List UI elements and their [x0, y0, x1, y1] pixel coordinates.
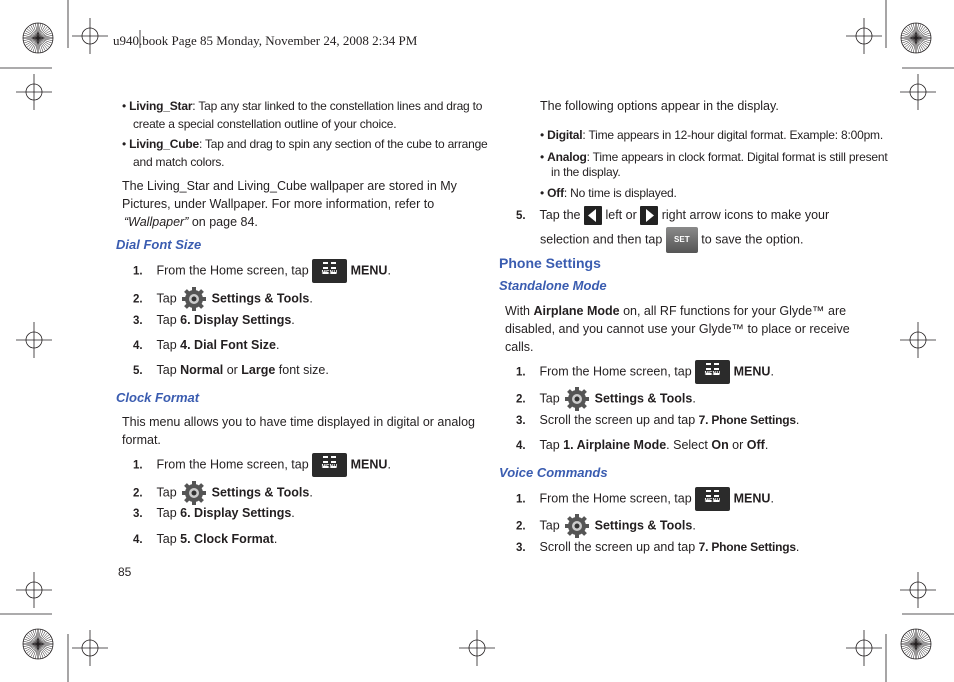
clock-step-2: 2. Tap Settings & Tools. [133, 479, 313, 507]
heading-dial-font-size: Dial Font Size [116, 237, 202, 252]
heading-clock-format: Clock Format [116, 390, 200, 405]
option-digital: • Digital: Time appears in 12-hour digital format. Example: 8:00pm. [540, 128, 883, 142]
clock-para-line2: format. [122, 433, 161, 447]
clock-para-line1: This menu allows you to have time displayed in digital or analog [122, 415, 475, 429]
option-off: • Off: No time is displayed. [540, 186, 677, 200]
bullet-living-cube: • Living_Cube: Tap and drag to spin any section of the cube to arrange [122, 137, 488, 151]
dial-step-4: 4. Tap 4. Dial Font Size. [133, 338, 280, 352]
gear-icon [180, 479, 208, 507]
clock-step-1: 1. From the Home screen, tap MENU MENU. [133, 453, 391, 477]
standalone-step-3: 3. Scroll the screen up and tap 7. Phone Settings. [516, 413, 800, 427]
left-arrow-icon [584, 206, 602, 225]
heading-phone-settings: Phone Settings [499, 255, 601, 271]
option-analog: • Analog: Time appears in clock format. Digital format is still present [540, 150, 888, 164]
dial-step-2: 2. Tap Settings & Tools. [133, 285, 313, 313]
wallpaper-para-line1: The Living_Star and Living_Cube wallpaper are stored in My [122, 179, 457, 193]
dial-step-1: 1. From the Home screen, tap MENU MENU. [133, 259, 391, 283]
standalone-step-4: 4. Tap 1. Airplaine Mode. Select On or Off. [516, 438, 769, 452]
options-step-5: 5. Tap the left or right arrow icons to make your [516, 206, 829, 225]
menu-icon: MENU [695, 360, 730, 384]
heading-voice-commands: Voice Commands [499, 465, 608, 480]
standalone-step-1: 1. From the Home screen, tap MENU MENU. [516, 360, 774, 384]
page-number: 85 [118, 565, 132, 579]
standalone-para-line3: calls. [505, 340, 534, 354]
voice-step-3: 3. Scroll the screen up and tap 7. Phone Settings. [516, 540, 800, 554]
standalone-step-2: 2. Tap Settings & Tools. [516, 385, 696, 413]
set-button-icon: SET [666, 227, 698, 253]
menu-icon: MENU [312, 453, 347, 477]
page-header: u940.book Page 85 Monday, November 24, 2008 2:34 PM [113, 33, 418, 48]
bullet-living-star: • Living_Star: Tap any star linked to the constellation lines and drag to [122, 99, 483, 113]
bullet-living-star-cont: create a special constellation outline of your choice. [133, 117, 397, 131]
clock-step-3: 3. Tap 6. Display Settings. [133, 506, 295, 520]
heading-standalone-mode: Standalone Mode [499, 278, 607, 293]
dial-step-5: 5. Tap Normal or Large font size. [133, 363, 329, 377]
wallpaper-reference-link[interactable]: “Wallpaper” [124, 215, 189, 229]
voice-step-1: 1. From the Home screen, tap MENU MENU. [516, 487, 774, 511]
right-arrow-icon [640, 206, 658, 225]
gear-icon [180, 285, 208, 313]
menu-icon: MENU [695, 487, 730, 511]
dial-step-3: 3. Tap 6. Display Settings. [133, 313, 295, 327]
menu-icon: MENU [312, 259, 347, 283]
options-step-5-cont: selection and then tap SET to save the option. [540, 227, 803, 253]
gear-icon [563, 512, 591, 540]
gear-icon [563, 385, 591, 413]
standalone-para-line2: disabled, and you cannot use your Glyde™ to place or receive [505, 322, 850, 336]
standalone-para-line1: With Airplane Mode on, all RF functions for your Glyde™ are [505, 304, 847, 318]
option-analog-cont: in the display. [551, 165, 621, 179]
wallpaper-para-line3: “Wallpaper” on page 84. [124, 215, 258, 229]
options-intro: The following options appear in the display. [540, 99, 779, 113]
clock-step-4: 4. Tap 5. Clock Format. [133, 532, 278, 546]
wallpaper-para-line2: Pictures, under Wallpaper. For more information, refer to [122, 197, 435, 211]
voice-step-2: 2. Tap Settings & Tools. [516, 512, 696, 540]
bullet-living-cube-cont: and match colors. [133, 155, 225, 169]
